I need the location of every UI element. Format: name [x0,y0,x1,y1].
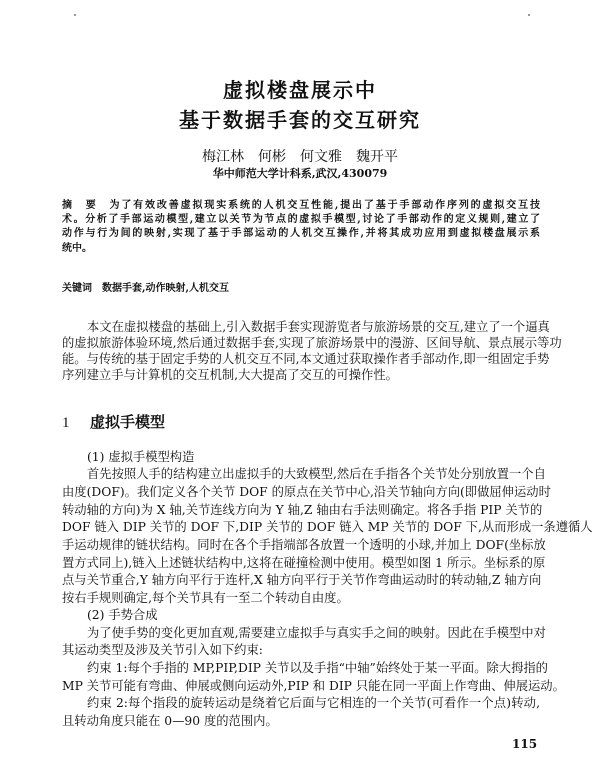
body-line: 点与关节重合,Y 轴方向平行于连杆,X 轴方向平行于关节作弯曲运动时的转动轴,Z 轴方向 [62,573,542,587]
intro-line: 能。与传统的基于固定手势的人机交互不同,本文通过获取操作者手部动作,即一组固定手势 [62,352,550,366]
intro-line: 序列建立手与计算机的交互机制,大大提高了交互的可操作性。 [62,368,398,382]
abstract-line: 动作与行为间的映射,实现了基于手部运动的人机交互操作,并将其成功应用到虚拟楼盘展示系 [62,228,540,239]
intro-line: 的虚拟旅游体验环境,然后通过数据手套,实现了旅游场景中的漫游、区间导航、景点展示等功 [62,336,562,350]
keywords: 关键词 数据手套,动作映射,人机交互 [62,283,229,294]
body-line: 转动轴的方向)为 X 轴,关节连线方向为 Y 轴,Z 轴由右手法则确定。将各手指 PIP 关节的 [62,503,543,517]
body-line: DOF 链入 DIP 关节的 DOF 下,DIP 关节的 DOF 链入 MP 关节的 DOF 下,从而形成一条遵循人 [62,520,593,534]
scan-speck [74,14,76,16]
body-line: 其运动类型及涉及关节引入如下约束: [62,643,263,657]
body-line: 约束 1:每个手指的 MP,PIP,DIP 关节以及手指“中轴”始终处于某一平面。除大拇指的 [87,661,548,675]
section-title: 虚拟手模型 [90,413,166,431]
body-line: MP 关节可能有弯曲、伸展或侧向运动外,PIP 和 DIP 只能在同一平面上作弯曲、伸展运动。 [62,679,565,693]
intro-line: 本文在虚拟楼盘的基础上,引入数据手套实现游览者与旅游场景的交互,建立了一个逼真 [87,320,550,334]
abstract-line: 统中。 [62,243,92,254]
section-heading [62,413,165,432]
body-line: 约束 2:每个指段的旋转运动是绕着它后面与它相连的一个关节(可看作一个点)转动, [87,696,540,710]
body-line: 手运动规律的链状结构。同时在各个手指端部各放置一个透明的小球,并加上 DOF(坐标放 [62,538,546,552]
body-line: 由度(DOF)。我们定义各个关节 DOF 的原点在关节中心,沿关节轴向方向(即做屈伸运动时 [62,485,551,499]
body-line: 为了使手势的变化更加直观,需要建立虚拟手与真实手之间的映射。因此在手模型中对 [87,626,546,640]
subheading: (1) 虚拟手模型构造 [87,450,195,464]
authors: 梅江林 何彬 何文雅 魏开平 [202,149,398,165]
body-line: 且转动角度只能在 0—90 度的范围内。 [62,714,278,728]
abstract-line: 摘 要 为了有效改善虚拟现实系统的人机交互性能,提出了基于手部动作序列的虚拟交互技 [62,200,540,211]
body-line: 首先按照人手的结构建立出虚拟手的大致模型,然后在手指各个关节处分别放置一个自 [87,467,546,481]
affiliation: 华中师范大学计科系,武汉,430079 [212,167,388,180]
body-line: 置方式同上),链入上述链状结构中,这将在碰撞检测中使用。模型如图 1 所示。坐标系的原 [62,556,546,570]
page-number: 115 [512,737,538,751]
body-line: 按右手规则确定,每个关节具有一至二个转动自由度。 [62,591,349,605]
title-line-2: 基于数据手套的交互研究 [179,108,421,132]
abstract-line: 术。分析了手部运动模型,建立以关节为节点的虚拟手模型,讨论了手部动作的定义规则,建立了 [62,214,540,225]
scan-speck [528,14,530,16]
title-line-1: 虚拟楼盘展示中 [223,78,377,102]
subheading: (2) 手势合成 [87,608,158,622]
section-number: 1 [62,415,70,431]
